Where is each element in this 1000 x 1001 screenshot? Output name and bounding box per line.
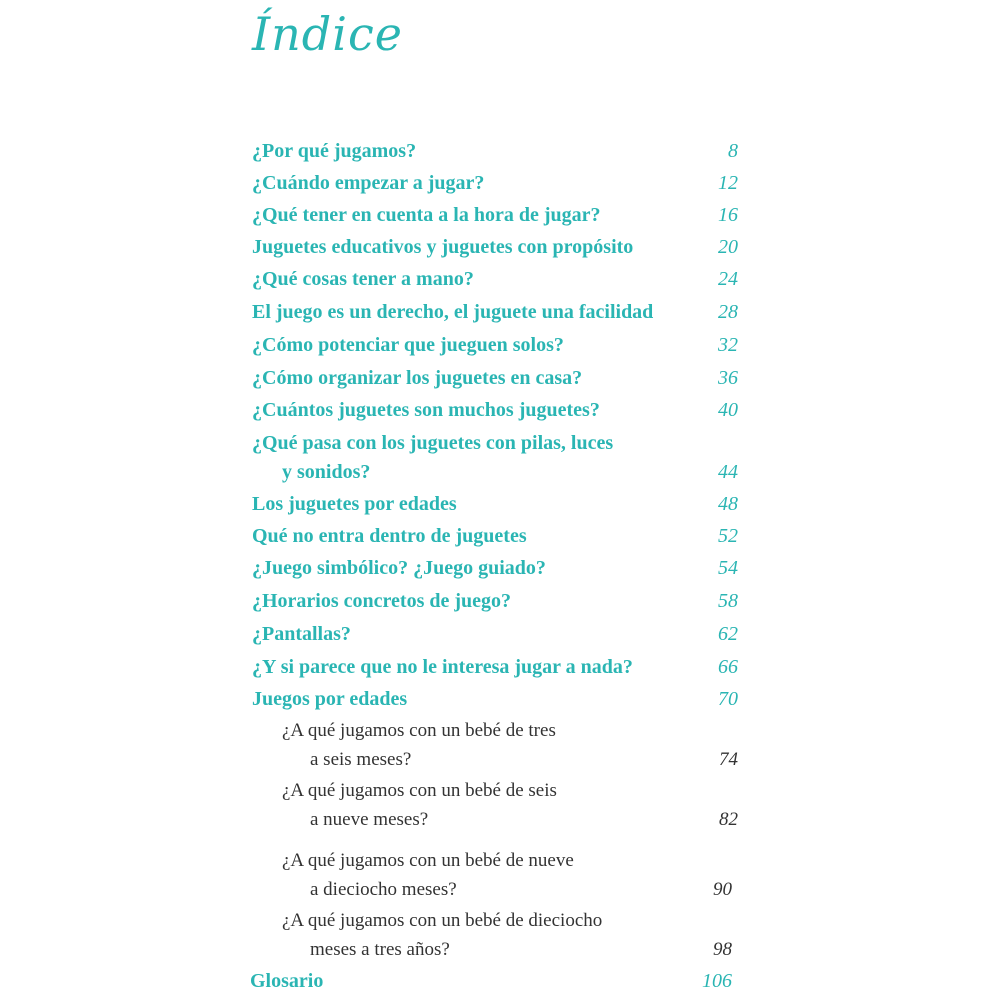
toc-entry-page: 36 xyxy=(718,367,738,389)
toc-entry-page: 58 xyxy=(718,590,738,612)
toc-entry-page: 48 xyxy=(718,493,738,515)
toc-entry-label: ¿Y si parece que no le interesa jugar a nada? xyxy=(252,656,633,678)
toc-entry-label: Juguetes educativos y juguetes con propósito xyxy=(252,236,634,258)
toc-entry-label: Los juguetes por edades xyxy=(252,493,457,515)
toc-subentry-label: ¿A qué jugamos con un bebé de dieciocho xyxy=(282,910,603,931)
toc-subentry-page: 82 xyxy=(719,809,738,830)
toc-subentry-page: 74 xyxy=(719,749,738,770)
toc-entry-label: ¿Qué cosas tener a mano? xyxy=(252,268,474,290)
toc-subentry-label: ¿A qué jugamos con un bebé de seis xyxy=(282,780,557,801)
toc-subentry-page: 98 xyxy=(713,939,732,960)
toc-entry-label: Qué no entra dentro de juguetes xyxy=(252,525,527,547)
toc-entry-label: ¿Qué tener en cuenta a la hora de jugar? xyxy=(252,204,601,226)
toc-entry-page: 12 xyxy=(718,172,738,194)
toc-entry-label: ¿Por qué jugamos? xyxy=(252,140,417,162)
toc-entry-page: 16 xyxy=(718,204,738,226)
toc-entry-label: ¿Cuántos juguetes son muchos juguetes? xyxy=(252,399,600,421)
toc-entry-label: Glosario xyxy=(250,970,324,992)
toc-entry-label: ¿Pantallas? xyxy=(252,623,351,645)
toc-entry-page: 54 xyxy=(718,557,738,579)
toc-subentry-label: ¿A qué jugamos con un bebé de tres xyxy=(282,720,556,741)
toc-entry-label: ¿Qué pasa con los juguetes con pilas, luces xyxy=(252,432,614,454)
toc-entry-page: 8 xyxy=(728,140,738,162)
toc-entry-page: 52 xyxy=(718,525,738,547)
toc-entry-page: 20 xyxy=(718,236,738,258)
toc-entry-label: El juego es un derecho, el juguete una facilidad xyxy=(252,301,654,323)
toc-entry-page: 70 xyxy=(718,688,738,710)
toc-entry-page: 32 xyxy=(718,334,738,356)
toc-subentry-label-continued: a seis meses? xyxy=(310,749,412,770)
toc-subentry-page: 90 xyxy=(713,879,732,900)
toc-entry-label: ¿Cómo organizar los juguetes en casa? xyxy=(252,367,583,389)
toc-entry-page: 106 xyxy=(702,970,732,992)
toc-entry-label-continued: y sonidos? xyxy=(282,461,371,483)
toc-entry-page: 28 xyxy=(718,301,738,323)
toc-entry-page: 24 xyxy=(718,268,738,290)
toc-entry-page: 44 xyxy=(718,461,738,483)
toc-entry-label: Juegos por edades xyxy=(252,688,408,710)
page-title: Índice xyxy=(252,7,403,61)
toc-entry-label: ¿Juego simbólico? ¿Juego guiado? xyxy=(252,557,546,579)
toc-entry-page: 66 xyxy=(718,656,738,678)
toc-subentry-label-continued: meses a tres años? xyxy=(310,939,450,960)
toc-subentry-label: ¿A qué jugamos con un bebé de nueve xyxy=(282,850,574,871)
toc-subentry-label-continued: a nueve meses? xyxy=(310,809,429,830)
toc-entry-label: ¿Cómo potenciar que jueguen solos? xyxy=(252,334,564,356)
toc-subentry-label-continued: a dieciocho meses? xyxy=(310,879,457,900)
toc-entry-page: 62 xyxy=(718,623,738,645)
toc-entry-label: ¿Horarios concretos de juego? xyxy=(252,590,512,612)
toc-entry-page: 40 xyxy=(718,399,738,421)
toc-entry-label: ¿Cuándo empezar a jugar? xyxy=(252,172,485,194)
